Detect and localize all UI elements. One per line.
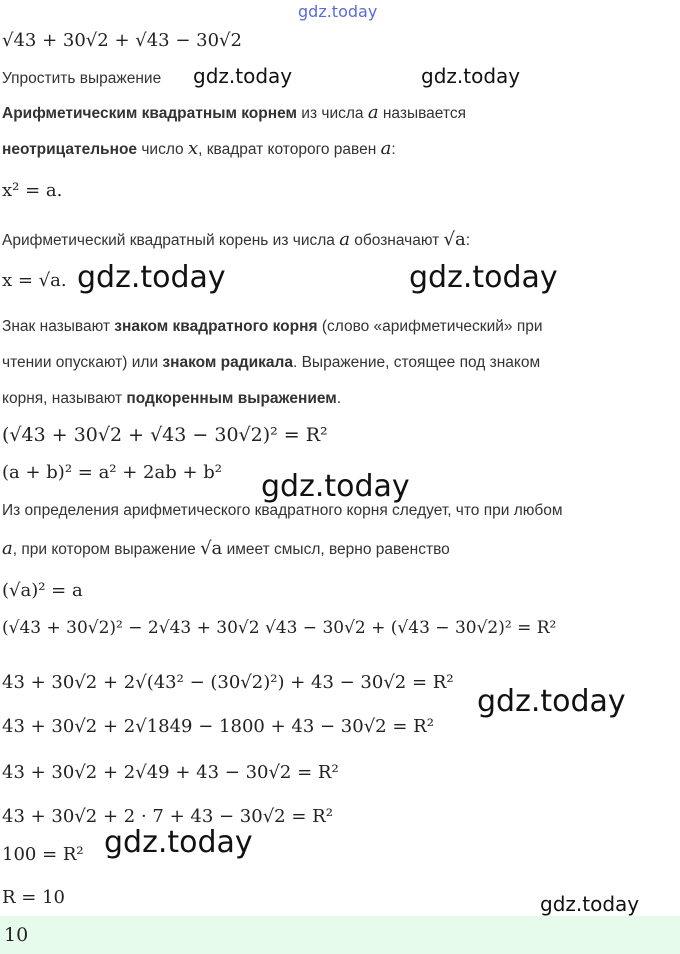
variable-a: a bbox=[380, 138, 392, 159]
nonneg-term: неотрицательное bbox=[2, 141, 138, 158]
property-text: , при котором выражение bbox=[12, 541, 201, 558]
step-9: 100 = R² bbox=[2, 844, 84, 865]
sign-text-end: . bbox=[336, 390, 342, 407]
denote-mid: обозначают bbox=[349, 232, 444, 249]
step-2: (a + b)² = a² + 2ab + b² bbox=[2, 462, 223, 483]
definition-line-2 bbox=[2, 138, 396, 159]
watermark: gdz.today bbox=[409, 260, 558, 295]
radicand-term: подкоренным выражением bbox=[126, 390, 337, 407]
watermark: gdz.today bbox=[540, 892, 640, 916]
radical-term: знаком радикала bbox=[162, 354, 293, 371]
step-1: (√43 + 30√2 + √43 − 30√2)² = R² bbox=[2, 424, 328, 446]
formula-2: x = √a. bbox=[2, 270, 67, 291]
step-5: 43 + 30√2 + 2√(43² − (30√2)²) + 43 − 30√2 = R² bbox=[2, 672, 454, 693]
sign-text-end: . Выражение, стоящее под знаком bbox=[292, 354, 541, 371]
definition-text-end: называется bbox=[378, 105, 466, 122]
variable-x: x bbox=[187, 138, 199, 159]
problem-instruction: Упростить выражение bbox=[2, 70, 162, 87]
sign-line-2 bbox=[2, 354, 540, 372]
sign-text: Знак называют bbox=[2, 318, 115, 335]
sqrt-a: √a bbox=[443, 229, 466, 250]
property-line-1: Из определения арифметического квадратного корня следует, что при любом bbox=[2, 502, 563, 519]
sign-line-3 bbox=[2, 390, 341, 408]
watermark: gdz.today bbox=[477, 684, 626, 719]
answer-panel bbox=[0, 916, 680, 954]
sign-term: знаком квадратного корня bbox=[114, 318, 318, 335]
sign-text-end: (слово «арифметический» при bbox=[317, 318, 543, 335]
step-8: 43 + 30√2 + 2 · 7 + 43 − 30√2 = R² bbox=[2, 806, 333, 827]
nonneg-text-end: , квадрат которого равен bbox=[198, 141, 381, 158]
property-text-end: имеет смысл, верно равенство bbox=[222, 541, 450, 558]
sign-text: корня, называют bbox=[2, 390, 127, 407]
watermark: gdz.today bbox=[421, 64, 521, 88]
definition-line-1 bbox=[2, 102, 466, 123]
problem-expression: √43 + 30√2 + √43 − 30√2 bbox=[2, 30, 242, 51]
step-6: 43 + 30√2 + 2√1849 − 1800 + 43 − 30√2 = R² bbox=[2, 716, 434, 737]
watermark-top: gdz.today bbox=[298, 2, 378, 21]
variable-a: a bbox=[339, 229, 350, 250]
variable-a: a bbox=[2, 538, 13, 559]
watermark: gdz.today bbox=[77, 260, 226, 295]
property-line-2 bbox=[2, 538, 450, 559]
formula-1: x² = a. bbox=[2, 180, 63, 201]
step-7: 43 + 30√2 + 2√49 + 43 − 30√2 = R² bbox=[2, 762, 339, 783]
colon: : bbox=[465, 232, 471, 249]
step-10: R = 10 bbox=[2, 887, 65, 908]
definition-term: Арифметическим квадратным корнем bbox=[2, 105, 297, 122]
denote-text: Арифметический квадратный корень из числа bbox=[2, 232, 340, 249]
watermark: gdz.today bbox=[193, 64, 293, 88]
step-3: (√a)² = a bbox=[2, 580, 83, 601]
variable-a: a bbox=[367, 102, 379, 123]
sign-text: чтении опускают) или bbox=[2, 354, 163, 371]
sign-line-1 bbox=[2, 318, 543, 336]
answer-value: 10 bbox=[4, 924, 29, 946]
denote-line bbox=[2, 229, 470, 250]
colon: : bbox=[391, 141, 396, 158]
watermark: gdz.today bbox=[261, 469, 410, 504]
sqrt-a: √a bbox=[200, 538, 223, 559]
step-4: (√43 + 30√2)² − 2√43 + 30√2 √43 − 30√2 + (√43 − 30√2)² = R² bbox=[2, 618, 557, 638]
definition-text: из числа bbox=[296, 105, 368, 122]
nonneg-text: число bbox=[137, 141, 188, 158]
watermark: gdz.today bbox=[104, 825, 253, 860]
